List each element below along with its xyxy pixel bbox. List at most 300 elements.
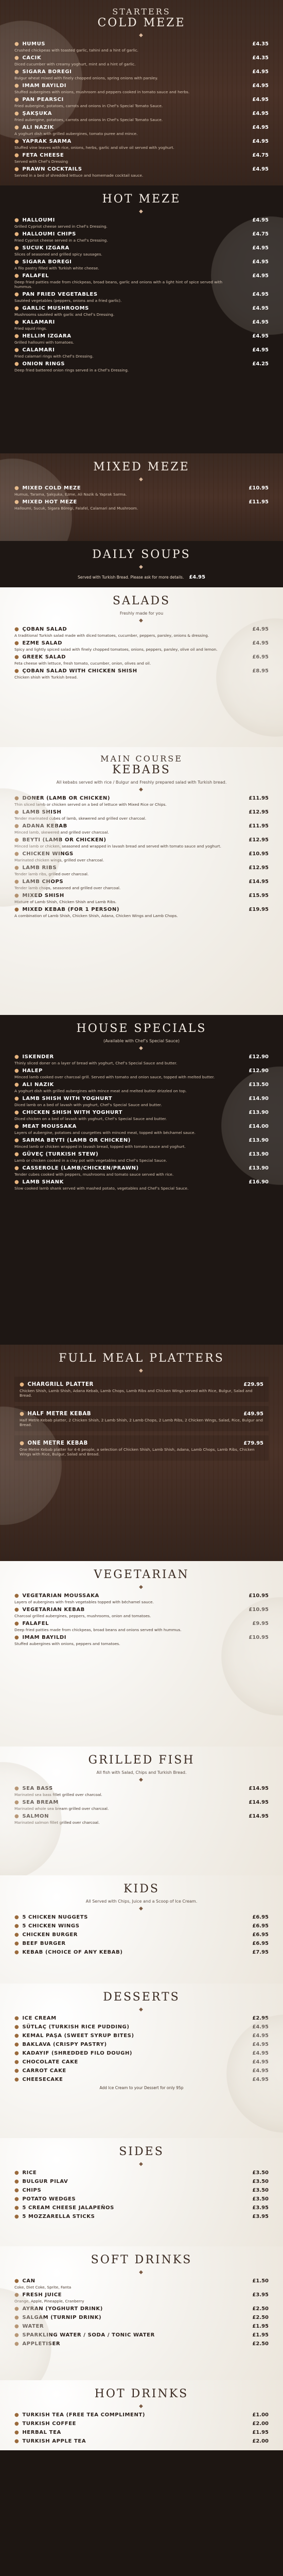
menu-item	[14, 347, 269, 359]
menu-item	[14, 361, 269, 372]
item-price: £3.50	[252, 2170, 269, 2176]
menu-item	[14, 2315, 269, 2321]
bullet-icon: ●	[14, 2024, 20, 2030]
item-price: £13.90	[249, 1151, 269, 1157]
bullet-icon: ●	[14, 125, 20, 130]
item-price: £6.95	[252, 1941, 269, 1946]
item-price: £4.95	[252, 640, 269, 646]
item-name: CACIK	[22, 55, 42, 61]
ornament-icon: ◆	[139, 32, 144, 38]
item-price: £2.00	[252, 2421, 269, 2427]
bullet-icon: ●	[14, 1950, 20, 1955]
section-hot-meze	[0, 185, 283, 453]
bullet-icon: ●	[14, 2324, 20, 2329]
item-desc: Deep fried patties made from chickpeas, broad beans, garlic and onions with a light hint of spice served with hummus.	[14, 280, 223, 289]
menu-item	[14, 1932, 269, 1938]
item-desc: Mushrooms sautéed with garlic and Chef’s Dressing.	[14, 312, 115, 317]
item-desc: Served in a bed of shredded lettuce and homemade cocktail sauce.	[14, 173, 144, 178]
platter-desc: Chicken Shish, Lamb Shish, Adana Kebab, Lamb Chops, Lamb Ribs and Chicken Wings served with Rice, Bulgur, Salad and Bread.	[20, 1388, 253, 1398]
item-desc: Spicy and lightly spiced salad with finely chopped tomatoes, onions, peppers, parsley, olive oil and lemon.	[14, 647, 218, 652]
section-starters	[0, 0, 283, 185]
bullet-icon: ●	[14, 2205, 20, 2211]
bullet-icon: ●	[14, 837, 20, 843]
item-desc: Humus, Tarama, Şakşuka, Ezme, Ali Nazik & Yaprak Sarma.	[14, 492, 127, 497]
item-price: £2.50	[252, 2341, 269, 2347]
menu-item	[14, 2196, 269, 2202]
item-price: £4.95	[252, 2059, 269, 2065]
section-title: SOFT DRINKS	[91, 2253, 192, 2266]
item-name: HERBAL TEA	[22, 2430, 61, 2435]
item-name: EZME SALAD	[22, 640, 63, 646]
item-price: £14.95	[249, 1814, 269, 1819]
item-name: LAMB SHISH	[22, 809, 62, 815]
menu-item	[14, 1923, 269, 1929]
bullet-icon: ●	[14, 2315, 20, 2320]
bullet-icon: ●	[14, 217, 20, 223]
item-price: £6.95	[252, 1923, 269, 1929]
section-title: HOUSE SPECIALS	[76, 1022, 207, 1035]
item-desc: Grilled halloumi with tomatoes.	[14, 340, 74, 345]
item-name: SIGARA BOREGI	[22, 259, 72, 265]
bullet-icon: ●	[14, 1151, 20, 1157]
item-price: £3.95	[252, 2214, 269, 2219]
item-price: £4.95	[252, 626, 269, 632]
menu-item	[14, 1068, 269, 1079]
item-price: £4.95	[252, 97, 269, 103]
item-name: HALEP	[22, 1068, 43, 1074]
bullet-icon: ●	[14, 1932, 20, 1938]
item-name: TURKISH COFFEE	[22, 2421, 77, 2427]
item-price: £4.95	[252, 125, 269, 130]
bullet-icon: ●	[14, 795, 20, 801]
section-title: DAILY SOUPS	[92, 548, 191, 561]
ornament	[14, 618, 269, 623]
menu-item	[14, 2306, 269, 2312]
item-desc: Stuffed aubergines with onions, mushroom and peppers cooked in tomato sauce and herbs.	[14, 90, 190, 94]
item-desc: Minced lamb cooked over charcoal grill. Served with tomato and onion sauce, topped with melted butter.	[14, 1075, 215, 1079]
item-name: KEBAB (CHOICE OF ANY KEBAB)	[22, 1950, 123, 1955]
plate-decoration	[226, 2014, 283, 2133]
item-desc: Orange, Apple, Pineapple, Cranberry	[14, 2299, 84, 2303]
bullet-icon: ●	[14, 306, 20, 311]
item-price: £3.50	[252, 2196, 269, 2202]
ornament	[14, 565, 269, 570]
item-price: £2.50	[252, 2306, 269, 2312]
platter-price: £49.95	[243, 1411, 263, 1417]
item-price: £10.95	[249, 851, 269, 857]
item-name: AYRAN (YOGHURT DRINK)	[22, 2306, 103, 2312]
item-price: £1.95	[252, 2430, 269, 2435]
bullet-icon: ●	[14, 865, 20, 871]
bullet-icon: ●	[14, 41, 20, 47]
item-name: PAN FRIED VEGETABLES	[22, 292, 98, 297]
item-price: £8.95	[252, 668, 269, 674]
item-name: CASSEROLE (LAMB/CHICKEN/PRAWN)	[22, 1165, 139, 1171]
item-price: £1.95	[252, 2332, 269, 2338]
platter-card	[14, 1377, 269, 1402]
section-mixed-meze	[0, 453, 283, 541]
menu-item	[14, 2292, 269, 2303]
item-price: £3.95	[252, 2205, 269, 2211]
item-desc: Fried calamari rings with Chef’s Dressing.	[14, 354, 94, 359]
ornament	[14, 2404, 269, 2409]
item-name: CHICKEN WINGS	[22, 851, 74, 857]
section-title: COLD MEZE	[97, 16, 186, 29]
bullet-icon: ●	[14, 1082, 20, 1088]
item-desc: Tender marinated cubes of lamb, skewered and grilled over charcoal.	[14, 816, 147, 821]
item-price: £12.95	[249, 809, 269, 815]
bullet-icon: ●	[14, 347, 20, 353]
item-price: £1.95	[252, 2324, 269, 2329]
item-desc: Slices of seasoned and grilled spicy sausages.	[14, 252, 102, 257]
platter-name: ONE METRE KEBAB	[27, 1440, 88, 1446]
item-name: ALI NAZIK	[22, 125, 54, 130]
menu-item	[14, 879, 269, 890]
item-name: ÇOBAN SALAD WITH CHICKEN SHISH	[22, 668, 137, 674]
platter-card	[14, 1406, 269, 1431]
bullet-icon: ●	[14, 2033, 20, 2039]
item-price: £10.95	[249, 1593, 269, 1599]
platter-desc: One Metre Kebab platter for 4-6 people, a selection of Chicken Shish, Lamb Shish, Adana, Lamb Chops, Lamb Ribs, Chicken Wings with Rice, Bulgur, Salad and Bread.	[20, 1447, 255, 1456]
menu-item	[14, 333, 269, 345]
item-name: SÜTLAÇ (TURKISH RICE PUDDING)	[22, 2024, 130, 2030]
item-name: GÜVEÇ (TURKISH STEW)	[22, 1151, 99, 1157]
item-price: £1.00	[252, 2412, 269, 2418]
item-price: £12.90	[249, 1054, 269, 1060]
item-name: SEA BREAM	[22, 1800, 59, 1805]
item-price: £14.95	[249, 1800, 269, 1805]
bullet-icon: ●	[14, 2042, 20, 2047]
item-name: IMAM BAYILDI	[22, 1635, 67, 1640]
ornament-icon: ◆	[139, 1906, 144, 1911]
item-name: 5 CHICKEN NUGGETS	[22, 1914, 88, 1920]
item-name: VEGETARIAN KEBAB	[22, 1607, 85, 1613]
bullet-icon: ●	[20, 1411, 25, 1417]
bullet-icon: ●	[14, 97, 20, 103]
bullet-icon: ●	[14, 231, 20, 237]
item-price: £4.95	[252, 292, 269, 297]
item-name: HUMUS	[22, 41, 46, 47]
item-price: £4.95	[252, 139, 269, 144]
ornament-icon: ◆	[139, 2161, 144, 2167]
item-price: £11.95	[249, 823, 269, 829]
soup-price: £4.95	[189, 574, 205, 580]
section-top-title: STARTERS	[112, 7, 171, 16]
item-name: CHOCOLATE CAKE	[22, 2059, 78, 2065]
item-desc: Marinated salmon fillet grilled over charcoal.	[14, 1820, 100, 1825]
item-name: KEMAL PAŞA (SWEET SYRUP BITES)	[22, 2033, 134, 2039]
item-desc: Charcoal grilled aubergines, peppers, mushrooms, onion and tomatoes.	[14, 1614, 151, 1618]
item-name: ALI NAZIK	[22, 1082, 54, 1088]
platter-price: £29.95	[243, 1382, 263, 1387]
section-title: HOT MEZE	[102, 193, 181, 206]
item-name: CHEESECAKE	[22, 2077, 63, 2082]
ornament-icon: ◆	[139, 477, 144, 482]
ornament	[14, 209, 269, 214]
item-name: 5 MOZZARELLA STICKS	[22, 2214, 95, 2219]
item-name: MIXED SHISH	[22, 893, 64, 899]
item-desc: Minced lamb or chicken wrapped in lavash bread, topped with tomato sauce and yoghurt.	[14, 1144, 186, 1149]
platter-name: HALF METRE KEBAB	[27, 1411, 92, 1417]
item-desc: Bulgur wheat mixed with finely chopped onions, spring onions with parsley.	[14, 76, 158, 80]
item-name: FALAFEL	[22, 1621, 49, 1626]
bullet-icon: ●	[14, 292, 20, 297]
bullet-icon: ●	[14, 1941, 20, 1946]
section-house-specials	[0, 1015, 283, 1345]
item-price: £14.95	[249, 1786, 269, 1791]
item-price: £4.35	[252, 55, 269, 61]
bullet-icon: ●	[14, 2188, 20, 2193]
item-name: TURKISH TEA (FREE TEA COMPLIMENT)	[22, 2412, 146, 2418]
menu-item	[14, 2430, 269, 2436]
item-price: £4.25	[252, 361, 269, 367]
bullet-icon: ●	[14, 851, 20, 857]
bullet-icon: ●	[14, 69, 20, 75]
menu-item	[14, 2188, 269, 2194]
bullet-icon: ●	[14, 2306, 20, 2312]
item-price: £12.95	[249, 865, 269, 871]
bullet-icon: ●	[14, 1054, 20, 1060]
section-main-course	[0, 747, 283, 1015]
item-desc: Deep fried patties made from chickpeas, broad beans and onions served with hummus.	[14, 1628, 182, 1632]
item-name: CHIPS	[22, 2188, 42, 2193]
menu-item	[14, 1593, 269, 1604]
bullet-icon: ●	[14, 2412, 20, 2418]
bullet-icon: ●	[14, 1165, 20, 1171]
menu-item	[14, 893, 269, 904]
ornament	[14, 2007, 269, 2012]
ornament-icon: ◆	[139, 787, 144, 792]
bullet-icon: ●	[14, 2421, 20, 2427]
soup-row	[14, 573, 269, 581]
item-price: £4.35	[252, 41, 269, 47]
item-desc: Sautéed vegetables (peppers, onions and a fried garlic).	[14, 298, 122, 303]
item-price: £13.90	[249, 1138, 269, 1143]
section-title: KEBABS	[112, 764, 171, 776]
ornament	[14, 1368, 269, 1374]
item-name: GREEK SALAD	[22, 654, 66, 660]
item-price: £11.95	[249, 795, 269, 801]
section-title: SIDES	[119, 2145, 164, 2158]
bullet-icon: ●	[14, 668, 20, 674]
item-name: CHICKEN SHISH WITH YOGHURT	[22, 1110, 123, 1115]
section-subtitle: All fish with Salad, Chips and Turkish Bread.	[96, 1770, 187, 1775]
item-name: APPLETISER	[22, 2341, 61, 2347]
bullet-icon: ●	[14, 361, 20, 367]
ornament-icon: ◆	[139, 618, 144, 623]
item-price: £1.50	[252, 2278, 269, 2284]
ornament-icon: ◆	[139, 209, 144, 214]
menu-item	[14, 2324, 269, 2330]
item-name: CALAMARI	[22, 347, 55, 353]
section-title: GRILLED FISH	[88, 1754, 195, 1767]
item-desc: Fried squid rings.	[14, 326, 47, 331]
item-name: WATER	[22, 2324, 44, 2329]
item-price: £4.95	[252, 347, 269, 353]
item-desc: Fried aubergine, potatoes, carrots and onions in Chef’s Special Tomato Sauce.	[14, 117, 163, 122]
item-name: HALLOUMI	[22, 217, 55, 223]
item-desc: Crushed chickpeas with toasted garlic, tahini and a hint of garlic.	[14, 48, 138, 53]
bullet-icon: ●	[14, 245, 20, 251]
item-name: KADAYIF (SHREDDED FILO DOUGH)	[22, 2050, 133, 2056]
bullet-icon: ●	[14, 1814, 20, 1819]
bullet-icon: ●	[14, 1621, 20, 1626]
item-desc: A yoghurt dish with grilled aubergines with mince meat and melted butter drizzled on top.	[14, 1089, 187, 1093]
item-price: £19.95	[249, 907, 269, 912]
item-name: LAMB RIBS	[22, 865, 57, 871]
bullet-icon: ●	[14, 2196, 20, 2202]
menu-item	[14, 2024, 269, 2030]
bullet-icon: ●	[14, 1923, 20, 1929]
item-name: SIGARA BOREGI	[22, 69, 72, 75]
item-name: ONION RINGS	[22, 361, 65, 367]
item-desc: Marinated chicken wings, grilled over charcoal.	[14, 858, 104, 862]
item-desc: Stuffed vine leaves with rice, onions, herbs, garlic and olive oil served with yoghurt.	[14, 145, 174, 150]
item-name: LAMB SHANK	[22, 1179, 64, 1185]
bullet-icon: ●	[14, 139, 20, 144]
bullet-icon: ●	[14, 83, 20, 89]
menu-item	[14, 1607, 269, 1618]
item-name: CARROT CAKE	[22, 2068, 66, 2074]
bullet-icon: ●	[14, 2341, 20, 2347]
item-desc: Tender cubes cooked with peppers, mushrooms and tomato sauce served with rice.	[14, 1172, 174, 1177]
ornament-icon: ◆	[139, 2403, 144, 2409]
section-title: KIDS	[123, 1883, 160, 1895]
item-price: £14.00	[249, 1124, 269, 1129]
item-price: £6.95	[252, 654, 269, 660]
bullet-icon: ●	[14, 2332, 20, 2338]
item-price: £4.95	[252, 111, 269, 116]
item-price: £4.95	[252, 245, 269, 251]
item-name: GARLIC MUSHROOMS	[22, 306, 89, 311]
item-desc: Fried aubergine, potatoes, carrots and onions in Chef’s Special Tomato Sauce.	[14, 104, 163, 108]
item-price: £3.95	[252, 2292, 269, 2298]
item-price: £11.95	[249, 499, 269, 505]
section-title: MIXED MEZE	[93, 461, 190, 473]
bullet-icon: ●	[14, 654, 20, 660]
item-name: BEEF BURGER	[22, 1941, 66, 1946]
menu-item	[14, 626, 269, 638]
bullet-icon: ●	[20, 1382, 25, 1387]
item-desc: Thin sliced lamb or chicken served on a bed of lettuce with Mixed Rice or Chips.	[14, 802, 167, 807]
bullet-icon: ●	[14, 1786, 20, 1791]
menu-item	[14, 319, 269, 331]
menu-item	[14, 2438, 269, 2445]
item-price: £7.95	[252, 1950, 269, 1955]
item-name: FETA CHEESE	[22, 152, 64, 158]
item-desc: Feta cheese with lettuce, fresh tomato, cucumber, onion, olives and oil.	[14, 661, 151, 666]
item-desc: Diced chicken on a bed of lavash with yoghurt, Chef’s Special Sauce and butter.	[14, 1116, 167, 1121]
item-desc: A yoghurt dish with grilled aubergines, tomato puree and mince.	[14, 131, 138, 136]
ornament-icon: ◆	[139, 2269, 144, 2275]
bullet-icon: ●	[14, 2015, 20, 2021]
menu-item	[14, 907, 269, 918]
bullet-icon: ●	[14, 893, 20, 899]
item-price: £4.95	[252, 217, 269, 223]
section-title: FULL MEAL PLATTERS	[59, 1352, 224, 1365]
item-price: £4.95	[252, 2024, 269, 2030]
item-desc: Diced lamb on a bed of lavash with yoghurt, Chef’s Special Sauce and butter.	[14, 1103, 162, 1107]
item-desc: Grilled Cypriot cheese served in Chef’s Dressing.	[14, 224, 108, 229]
item-desc: Fried Cypriot cheese served in a Chef’s Dressing.	[14, 238, 108, 243]
item-name: POTATO WEDGES	[22, 2196, 76, 2202]
bullet-icon: ●	[14, 319, 20, 325]
ornament	[14, 1046, 269, 1051]
bullet-icon: ●	[14, 152, 20, 158]
item-desc: Thinly sliced doner on a layer of bread with yoghurt, Chef’s Special Sauce and butter.	[14, 1061, 178, 1065]
bullet-icon: ●	[14, 1138, 20, 1143]
item-price: £4.95	[252, 2077, 269, 2082]
section-top-title: MAIN COURSE	[100, 754, 183, 764]
ornament-icon: ◆	[139, 1584, 144, 1590]
item-price: £13.90	[249, 1110, 269, 1115]
item-name: SUCUK IZGARA	[22, 245, 69, 251]
item-name: SPARKLING WATER / SODA / TONIC WATER	[22, 2332, 155, 2338]
item-desc: Stuffed aubergines with onions, peppers and tomatoes.	[14, 1641, 120, 1646]
item-name: SEA BASS	[22, 1786, 53, 1791]
section-title: VEGETARIAN	[94, 1568, 189, 1581]
section-subtitle: All kebabs served with rice / Bulgur and Freshly prepared salad with Turkish bread.	[56, 780, 227, 785]
item-price: £2.00	[252, 2438, 269, 2444]
item-price: £12.95	[249, 837, 269, 843]
section-platters	[0, 1345, 283, 1561]
item-name: ISKENDER	[22, 1054, 54, 1060]
section-kids	[0, 1875, 283, 1984]
section-soft-drinks	[0, 2246, 283, 2380]
item-name: ÇOBAN SALAD	[22, 626, 67, 632]
section-title: SALADS	[112, 595, 171, 607]
platter-price: £79.95	[243, 1440, 263, 1446]
menu-item	[14, 2421, 269, 2427]
section-vegetarian	[0, 1561, 283, 1747]
item-desc: A traditional Turkish salad made with diced tomatoes, cucumber, peppers, parsley, onions & dressing.	[14, 633, 209, 638]
item-price: £4.75	[252, 231, 269, 237]
item-desc: Marinated sea bass fillet grilled over charcoal.	[14, 1792, 102, 1797]
item-name: ADANA KEBAB	[22, 823, 67, 829]
item-price: £2.95	[252, 2015, 269, 2021]
menu-item	[14, 2042, 269, 2048]
section-title: HOT DRINKS	[94, 2387, 189, 2400]
item-name: MIXED KEBAB (FOR 1 PERSON)	[22, 907, 119, 912]
item-name: LAMB SHISH WITH YOGHURT	[22, 1096, 113, 1101]
bullet-icon: ●	[14, 879, 20, 885]
bullet-icon: ●	[14, 640, 20, 646]
item-price: £4.95	[252, 306, 269, 311]
menu-item	[14, 1941, 269, 1947]
item-name: SALMON	[22, 1814, 49, 1819]
item-name: HELLIM IZGARA	[22, 333, 72, 339]
bullet-icon: ●	[14, 1593, 20, 1599]
item-price: £2.50	[252, 2315, 269, 2320]
item-desc: Halloumi, Sucuk, Sigara Böregi, Falafel, Calamari and Mushroom.	[14, 506, 138, 511]
item-price: £6.95	[252, 1914, 269, 1920]
section-subtitle: All Served with Chips, Juice and a Scoop of Ice Cream.	[85, 1899, 198, 1904]
section-hot-drinks	[0, 2380, 283, 2450]
item-name: MIXED COLD MEZE	[22, 485, 81, 491]
bullet-icon: ●	[14, 2430, 20, 2435]
bullet-icon: ●	[14, 1607, 20, 1613]
ornament-icon: ◆	[139, 1045, 144, 1051]
section-salads	[0, 587, 283, 747]
section-title: DESSERTS	[103, 1991, 180, 2004]
item-desc: Chicken shish with Turkish bread.	[14, 675, 78, 680]
item-price: £12.90	[249, 1068, 269, 1074]
section-grilled-fish	[0, 1747, 283, 1875]
item-price: £14.95	[249, 879, 269, 885]
item-price: £3.50	[252, 2188, 269, 2193]
platter-desc: Half Metre Kebab platter, 2 Chicken Shish, 2 Lamb Shish, 2 Lamb Chops, 2 Lamb Ribs, 2 Chicken Wings, Salad, Rice, Bulgur and Bread.	[20, 1418, 263, 1427]
bullet-icon: ●	[14, 499, 20, 505]
